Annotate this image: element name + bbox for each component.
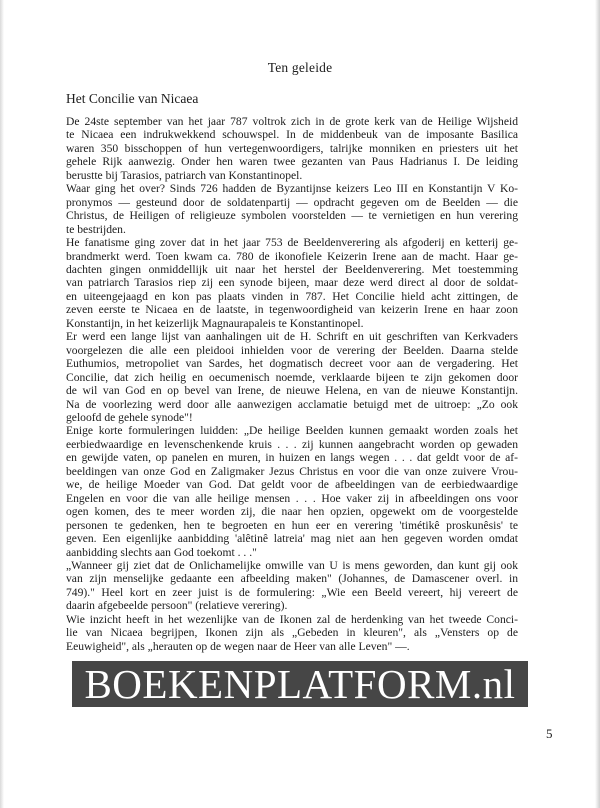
- text-line: de wil van God en op bevel van Irene, de nieuwe Helena, en van de nieuwe Konstantijn.: [66, 384, 518, 398]
- text-line: „Wanneer gij ziet dat de Onlichamelijke omwille van U is mens geworden, dan kunt gij ook: [66, 558, 518, 572]
- watermark-banner: BOEKENPLATFORM.nl: [72, 661, 528, 707]
- text-line: beeldingen van onze God en Zaligmaker Jezus Christus en voor die van onze zuivere Vrou-: [66, 464, 518, 478]
- text-line: berustte bij Tarasios, patriarch van Konstantinopel.: [66, 168, 303, 182]
- text-line: aanbidding slechts aan God toekomt . . .": [66, 545, 257, 559]
- text-line: en uiteengejaagd en kon pas plaats vinden in 787. Het Concilie hield acht zittingen, de: [66, 289, 518, 303]
- text-line: Konstantijn, in het keizerlijk Magnaurapaleis te Konstantinopel.: [66, 316, 364, 330]
- page-edge-right: [595, 0, 600, 808]
- text-line: eerbiedwaardige en levenschenkende kruis . . . zij kunnen aangebracht worden op gewaden: [66, 437, 518, 451]
- text-line: lie van Nicaea begrijpen, Ikonen zijn als „Gebeden in kleuren", als „Vensters op de: [66, 626, 518, 640]
- text-line: Euthumios, metropoliet van Sardes, het dogmatisch decreet voor aan de vergadering. Het: [66, 357, 518, 371]
- text-line: dachten gingen onmiddellijk uit naar het herstel der Beeldenverering. Met toestemming: [66, 262, 518, 276]
- section-title: Het Concilie van Nicaea: [66, 91, 199, 106]
- paragraph: [66, 613, 518, 653]
- text-line: daarin afgebeelde persoon" (relatieve verering).: [66, 599, 288, 613]
- text-line: voorgelezen die alle een pleidooi inhielden voor de verering der Beelden. Daarna stelde: [66, 343, 518, 357]
- text-line: van zijn menselijke gedaante een afbeelding maken" (Johannes, de Damascener overl. in: [66, 572, 518, 586]
- text-line: 749)." Heel kort en zeer juist is de formulering: „Wie een Beeld vereert, hij vereert de: [66, 585, 518, 599]
- text-line: De 24ste september van het jaar 787 voltrok zich in de grote kerk van de Heilige Wijsheid: [66, 115, 518, 128]
- paragraph: [66, 559, 518, 613]
- text-line: we, de heilige Moeder van God. Dat geldt voor de afbeeldingen van de eerbiedwaardige: [66, 478, 518, 492]
- text-line: zeven eerste te Nicaea en de laatste, in tegenwoordigheid van keizerin Irene en haar zoon: [66, 303, 518, 317]
- text-line: Wie inzicht heeft in het wezenlijke van de Ikonen zal de herdenking van het tweede Conci-: [66, 612, 518, 626]
- text-line: gehele Rijk aanwezig. Onder hen waren twee gezanten van Paus Hadrianus I. De leiding: [66, 155, 518, 169]
- text-line: Eeuwigheid", als „herauten op de wegen naar de Heer van alle Leven" —.: [66, 639, 410, 653]
- text-line: en gewijde vaten, op panelen en muren, in huizen en langs wegen . . . dat geldt voor de af-: [66, 451, 518, 465]
- page-edge-left: [0, 0, 4, 808]
- text-line: te Nicaea een indrukwekkend schouwspel. In de middenbeuk van de imposante Basilica: [66, 128, 518, 142]
- text-line: Na de voorlezing werd door alle aanwezigen acclamatie betuigd met de uitroep: „Zo ook: [66, 397, 518, 411]
- paragraph: [66, 236, 518, 330]
- text-line: Waar ging het over? Sinds 726 hadden de Byzantijnse keizers Leo III en Konstantijn V Ko-: [66, 182, 518, 196]
- text-line: waren 350 bisschoppen of hun vertegenwoordigers, talrijke monniken en priesters uit het: [66, 141, 518, 155]
- paragraph: [66, 424, 518, 559]
- running-head: Ten geleide: [267, 60, 333, 75]
- text-line: pronymos — gesteund door de soldatenpartij — opdracht gegeven om de Beelden — die: [66, 195, 518, 209]
- text-line: Concilie, dat zich heilig en oecumenisch noemde, verklaarde bijeen te zijn gekomen door: [66, 370, 518, 384]
- text-line: te bestrijden.: [66, 222, 126, 236]
- text-line: van patriarch Tarasios riep zij een synode bijeen, maar deze werd direct al door de soldat-: [66, 276, 518, 290]
- text-line: ogen komen, des te meer worden zij, die naar hen opzien, opgewekt om de voorgestelde: [66, 505, 518, 519]
- text-line: geven. Een eigenlijke aanbidding 'alêtinê latreia' mag niet aan hen gegeven worden omdat: [66, 532, 518, 546]
- paragraph: [66, 330, 518, 424]
- text-line: geloofd de gehele synode"!: [66, 410, 193, 424]
- page-number: 5: [546, 726, 553, 741]
- text-line: Enige korte formuleringen luidden: „De heilige Beelden kunnen gemaakt worden zoals het: [66, 424, 518, 438]
- text-line: Christus, de Heiligen of religieuze symbolen voorstelden — te vernietigen en hun verering: [66, 209, 518, 223]
- body-text: [66, 115, 518, 653]
- paragraph: [66, 182, 518, 236]
- text-line: Er werd een lange lijst van aanhalingen uit de H. Schrift en uit geschriften van Kerkvaders: [66, 330, 518, 344]
- text-line: He fanatisme ging zover dat in het jaar 753 de Beeldenverering als afgoderij en ketterij ge-: [66, 236, 518, 250]
- text-line: Engelen en voor die van alle heilige mensen . . . Hoe vaker zij in afbeeldingen ons voor: [66, 491, 518, 505]
- paragraph: [66, 115, 518, 182]
- text-line: brandmerkt werd. Toen kwam ca. 780 de ikonofiele Keizerin Irene aan de macht. Haar ge-: [66, 249, 518, 263]
- text-line: personen te gedenken, hen te begroeten en hun eer en verering 'timétikê proskunêsis' te: [66, 518, 518, 532]
